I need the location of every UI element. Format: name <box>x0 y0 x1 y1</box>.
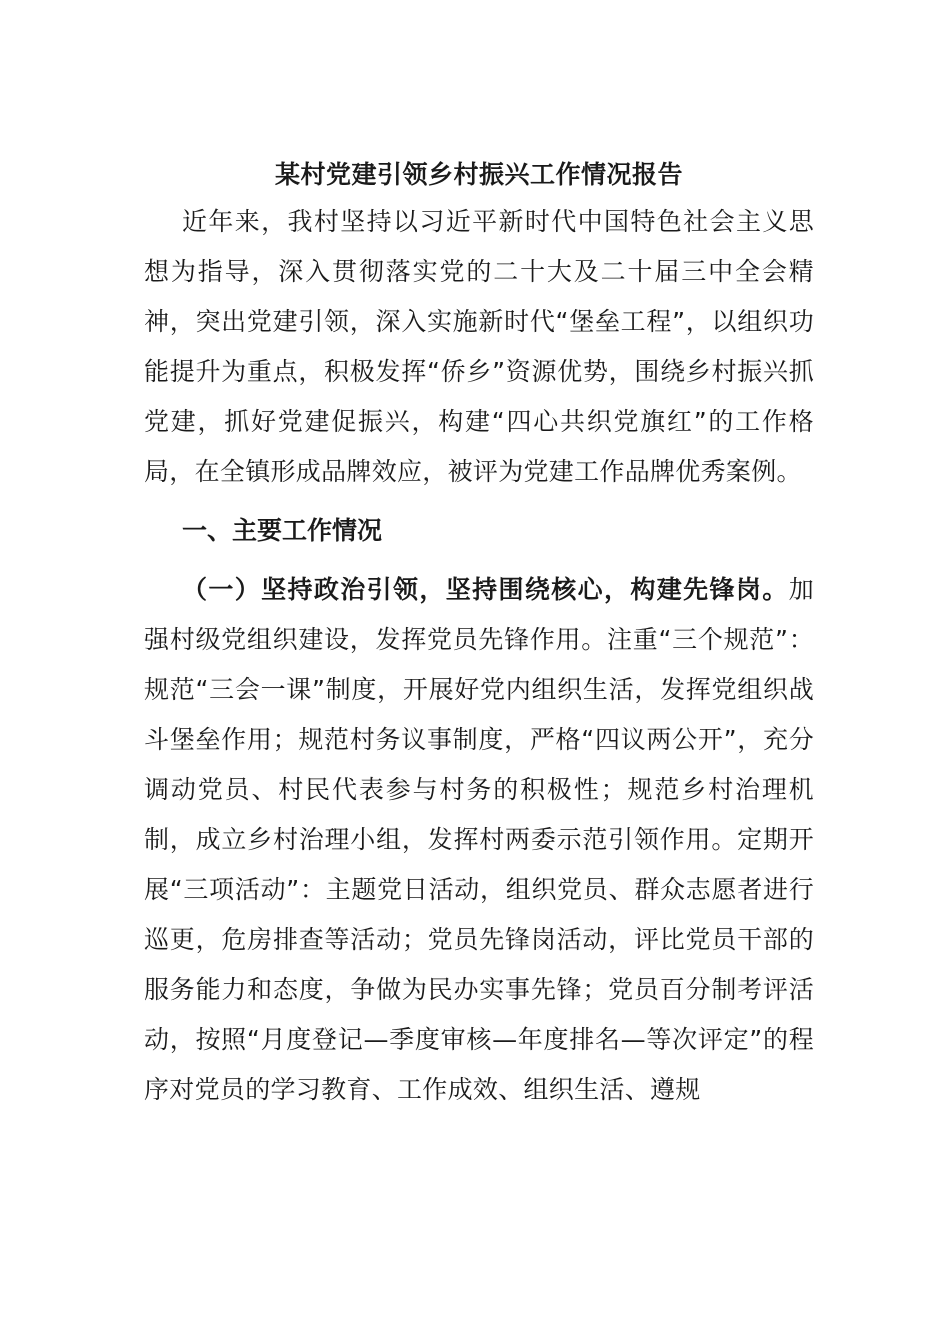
intro-paragraph: 近年来，我村坚持以习近平新时代中国特色社会主义思想为指导，深入贯彻落实党的二十大及二十届三中全会精神，突出党建引领，深入实施新时代“堡垒工程”，以组织功能提升为重点，积极发挥“侨乡”资源优势，围绕乡村振兴抓党建，抓好党建促振兴，构建“四心共织党旗红”的工作格局，在全镇形成品牌效应，被评为党建工作品牌优秀案例。 <box>144 207 814 486</box>
item-lead-text: （一）坚持政治引领，坚持围绕核心，构建先锋岗。 <box>182 575 789 604</box>
section-heading: 一、主要工作情况 <box>182 516 383 545</box>
document-page <box>144 150 814 1115</box>
document-title: 某村党建引领乡村振兴工作情况报告 <box>274 160 683 189</box>
section-item-paragraph <box>144 565 814 1115</box>
item-body-text: 加强村级党组织建设，发挥党员先锋作用。注重“三个规范”：规范“三会一课”制度，开展好党内组织生活，发挥党组织战斗堡垒作用；规范村务议事制度，严格“四议两公开”，充分调动党员、村民代表参与村务的积极性；规范乡村治理机制，成立乡村治理小组，发挥村两委示范引领作用。定期开展“三项活动”：主题党日活动，组织党员、群众志愿者进行巡更，危房排查等活动；党员先锋岗活动，评比党员干部的服务能力和态度，争做为民办实事先锋；党员百分制考评活动，按照“月度登记—季度审核—年度排名—等次评定”的程序对党员的学习教育、工作成效、组织生活、遵规 <box>144 575 814 1104</box>
